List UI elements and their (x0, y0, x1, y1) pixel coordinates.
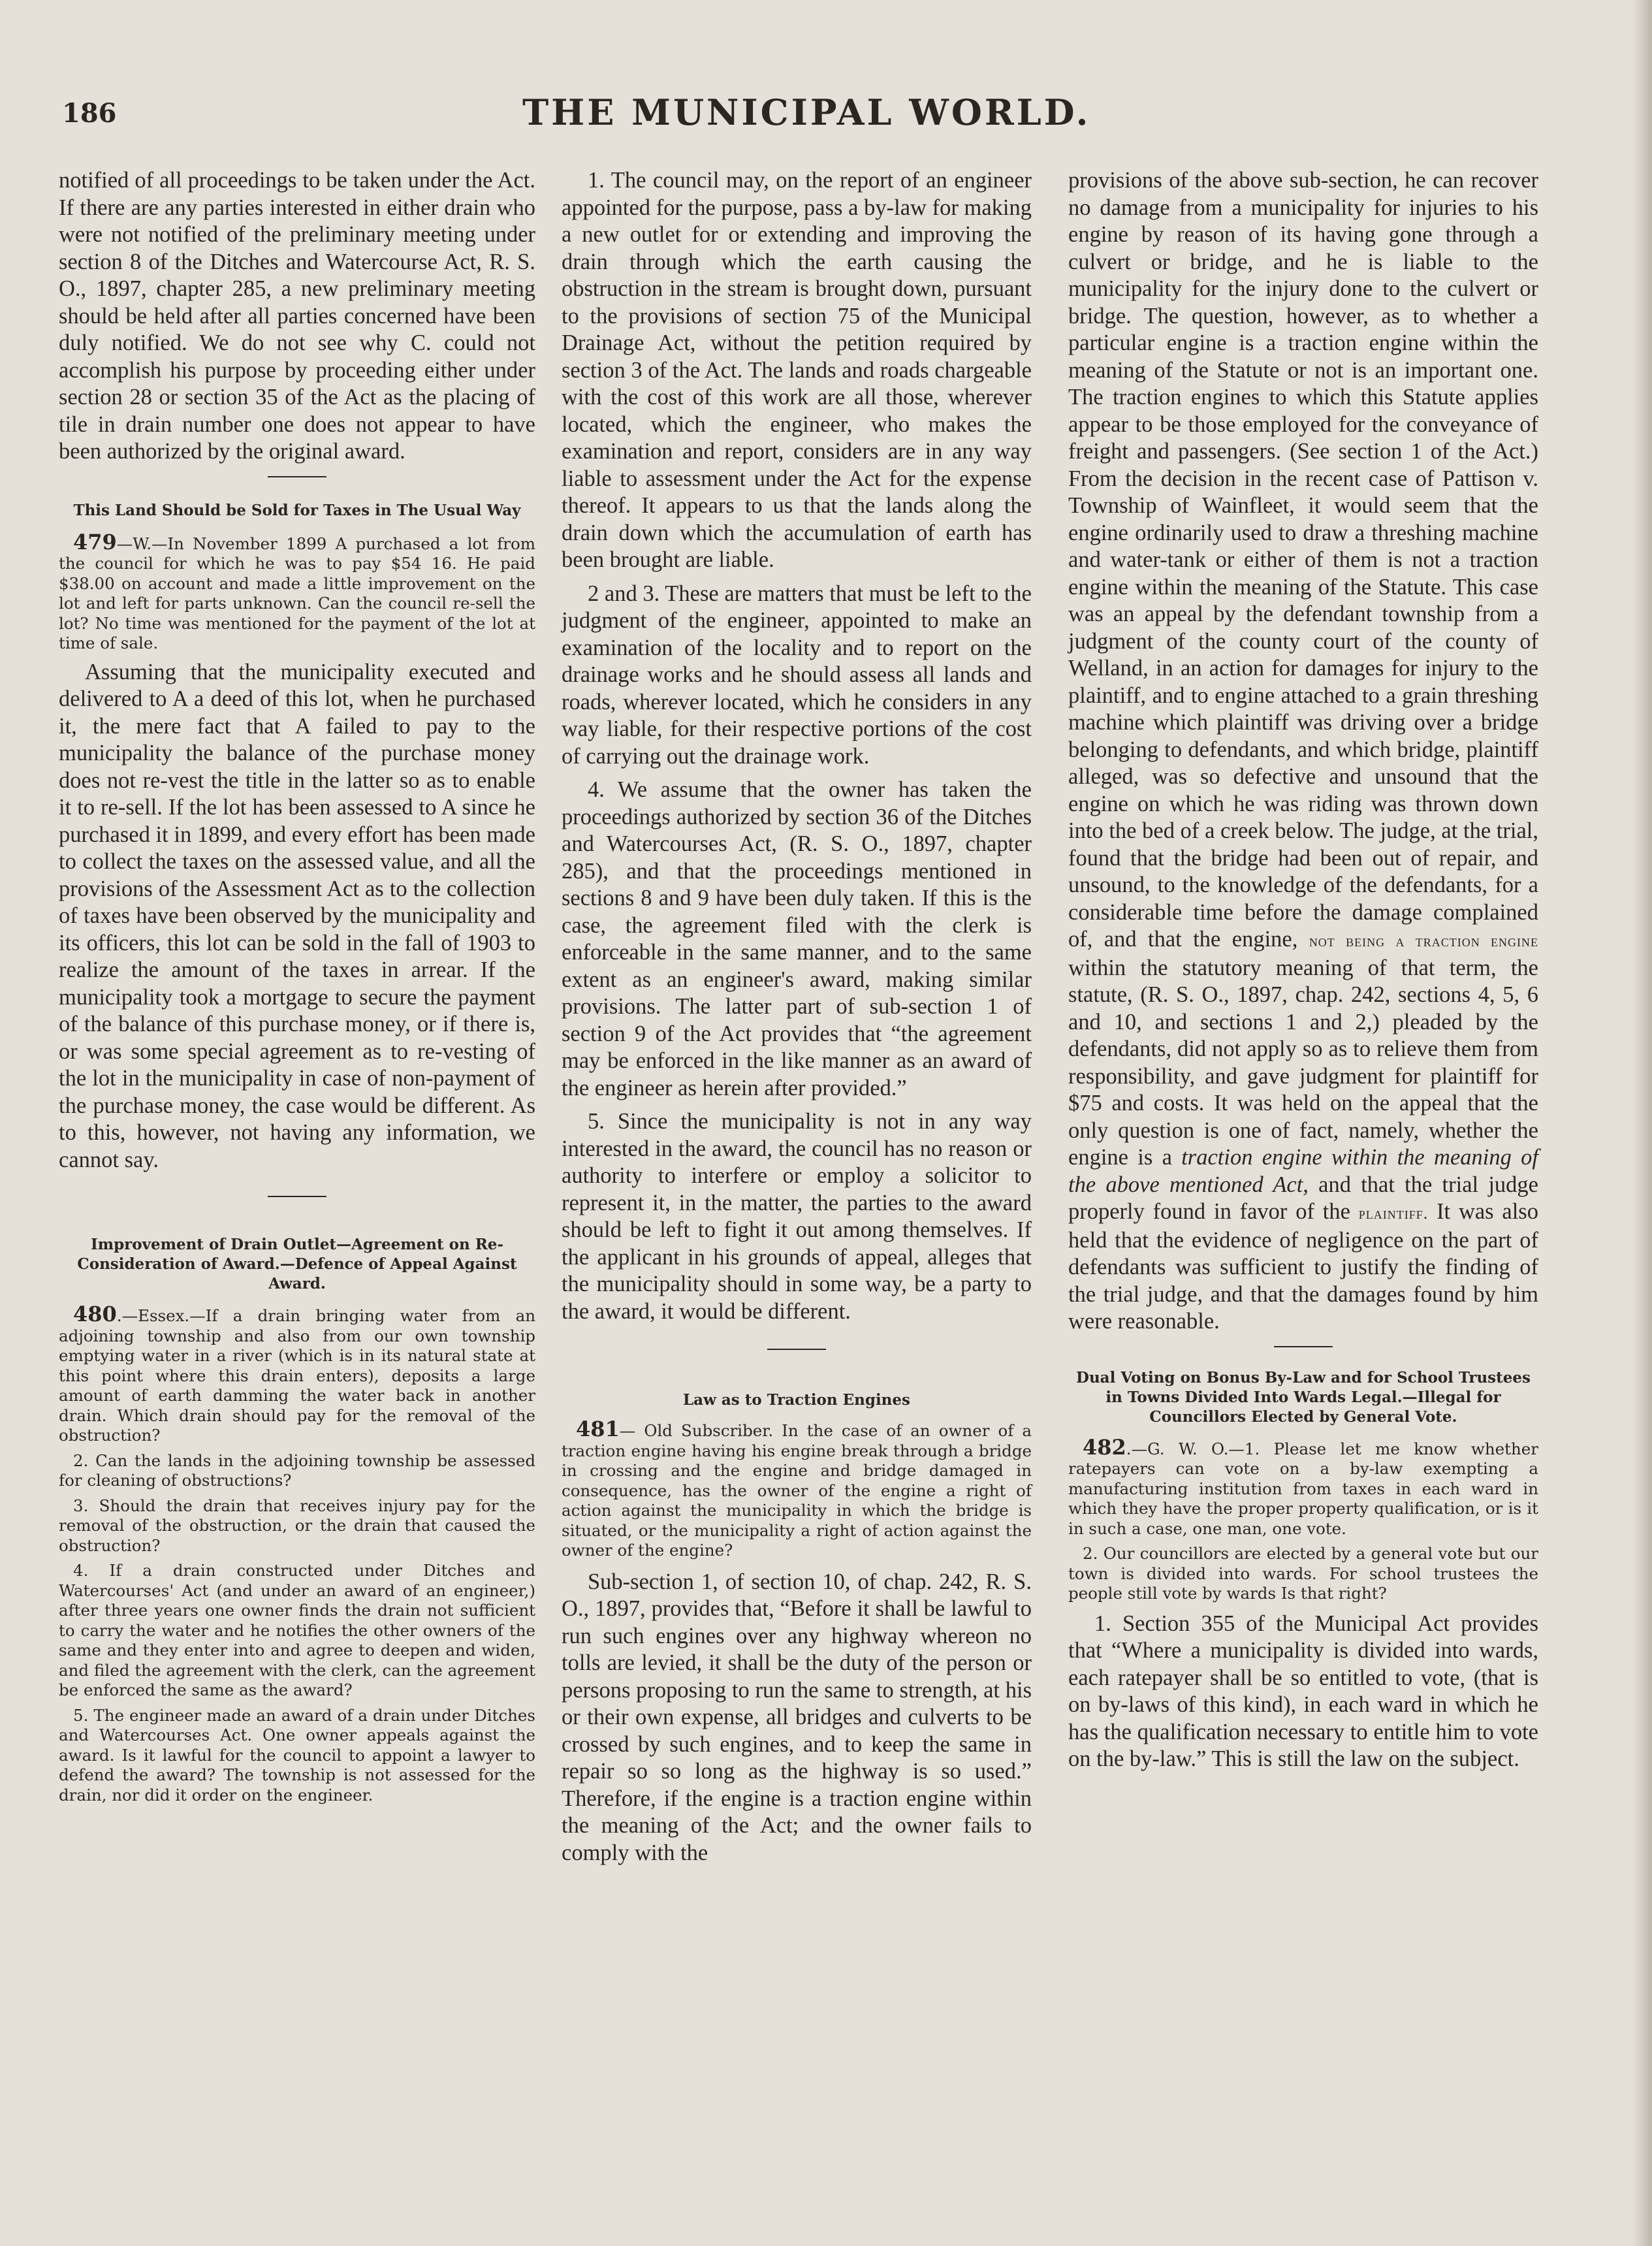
answer-text: provisions of the above sub-section, he can recover no damage from a municipality for injuries to his engine by reason of its having gone through a culvert or bridge, and he is liable to the municipality for the injury done to the culvert or bridge. The question, however, as to whether a particular engine is a traction engine within the meaning of the Statute or not is an important one. The traction engines to which this Statute applies appear to be those employed for the conveyance of freight and passengers. (See section 1 of the Act.) From the decision in the recent case of Pattison v. Township of Wainfleet, it would seem that the engine ordinarily used to draw a threshing machine and water-tank or either of them is not a traction engine within the meaning of the Statute. This case was an appeal by the defendant township from a judgment of the county court of the county of Welland, in an action for damages for injury to the plaintiff, and to engine attached to a grain threshing machine which plaintiff was driving over a bridge belonging to defendants, and which bridge, plaintiff alleged, was so defective and unsound that the engine on which he was riding was thrown down into the bed of a creek below. The judge, at the trial, found that the bridge had been out of repair, and unsound, to the knowledge of the defendants, for a considerable time before the damage complained of, and that the engine, (1068, 168, 1538, 952)
answer-emphasis: plaintiff. (1358, 1204, 1429, 1223)
divider (767, 1349, 826, 1350)
question-481 (562, 1419, 1032, 1561)
question-text: .—Essex.—If a drain bringing water from an adjoining township and also from our own township emptying water in a river (which is in its natural state at this point where this drain enters), deposits a large amount of earth damming the water back in another drain. Which drain should pay for the removal of the obstruction? (59, 1306, 535, 1445)
question-text: —W.—In November 1899 A purchased a lot from the council for which he was to pay $54 16. He paid $38.00 on account and made a little improvement on the lot and left for parts unknown. Can the council re-sell the lot? No time was mentioned for the payment of the lot at time of sale. (59, 534, 535, 652)
column-1 (59, 167, 535, 1810)
question-480-part-4: 4. If a drain constructed under Ditches and Watercourses' Act (and under an award of an engineer,) after three years one owner finds the drain not sufficient to carry the water and he notifies the other owners of the same and they enter into and agree to deepen and widen, and filed the agreement with the clerk, can the agreement be enforced the same as the award? (59, 1561, 535, 1699)
answer-480-2-3: 2 and 3. These are matters that must be left to the judgment of the engineer, appointed to make an examination of the locality and to report on the drainage works and he should assess all lands and roads, wherever located, which he considers in any way liable, for their respective portions of the cost of carrying out the drainage work. (562, 581, 1032, 769)
question-text: .—G. W. O.—1. Please let me know whether ratepayers can vote on a by-law exempting a manufacturing institution from taxes in each ward in which they have the proper property qualification, or is it in such a case, one man, one vote. (1068, 1439, 1538, 1538)
question-text: — Old Subscriber. In the case of an owner of a traction engine having his engine break through a bridge in crossing and the engine and bridge damaged in consequence, has the owner of the engine a right of action against the municipality in which the bridge is situated, or the municipality a right of action against the owner of the engine? (562, 1421, 1032, 1560)
question-480-part-3: 3. Should the drain that receives injury pay for the removal of the obstruction, or the drain that caused the obstruction? (59, 1496, 535, 1555)
question-number: 482 (1083, 1434, 1126, 1460)
answer-481-continued (1068, 167, 1538, 1336)
page-edge-shadow (1632, 0, 1652, 2246)
question-heading-482: Dual Voting on Bonus By-Law and for School Trustees in Towns Divided Into Wards Legal.—Illegal for Councillors Elected by General Vote. (1076, 1368, 1531, 1426)
divider (268, 476, 326, 477)
divider (1274, 1346, 1333, 1347)
question-482 (1068, 1434, 1538, 1539)
question-482-part-2: 2. Our councillors are elected by a general vote but our town is divided into wards. For school trustees the people still vote by wards Is that right? (1068, 1544, 1538, 1603)
column-3 (1068, 167, 1538, 1773)
page-number: 186 (62, 98, 117, 129)
question-number: 479 (73, 529, 117, 554)
answer-text: It was also held that the evidence of negligence on the part of defendants was sufficient to justify the finding of the trial judge, and that the damages found by him were reasonable. (1068, 1199, 1538, 1334)
answer-italic: traction engine within the meaning of the above mentioned Act, (1068, 1145, 1538, 1197)
question-480-part-2: 2. Can the lands in the adjoining township be assessed for cleaning of obstructions? (59, 1451, 535, 1490)
masthead-title: THE MUNICIPAL WORLD. (522, 91, 1091, 133)
question-heading-479: This Land Should be Sold for Taxes in The Usual Way (73, 501, 521, 519)
answer-479: Assuming that the municipality executed and delivered to A a deed of this lot, when he purchased it, the mere fact that A failed to pay to the municipality the balance of the purchase money does not re-vest the title in the latter so as to enable it to re-sell. If the lot has been assessed to A since he purchased it in 1899, and every effort has been made to collect the taxes on the assessed value, and all the provisions of the Assessment Act as to the collection of taxes have been observed by the municipality and its officers, this lot can be sold in the fall of 1903 to realize the amount of the taxes in arrear. If the municipality took a mortgage to secure the payment of the balance of this purchase money, or if there is, or was some special agreement as to re-vesting of the lot in the municipality in case of non-payment of the purchase money, the case would be different. As to this, however, not having any information, we cannot say. (59, 659, 535, 1172)
question-479 (59, 529, 535, 654)
answer-480-1: 1. The council may, on the report of an engineer appointed for the purpose, pass a by-law for making a new outlet for or extending and improving the drain through which the earth causing the obstruction in the stream is brought down, pursuant to the provisions of section 75 of the Municipal Drainage Act, without the petition required by section 3 of the Act. The lands and roads chargeable with the cost of this work are all those, wherever located, which the engineer, who makes the examination and report, considers are in any way liable to assessment under the Act for the expense thereof. It appears to us that the lands along the drain down which the accumulation of earth has been brought are liable. (562, 168, 1032, 572)
answer-text: within the statutory meaning of that term, the statute, (R. S. O., 1897, chap. 242, sections 4, 5, 6 and 10, and sections 1 and 2,) pleaded by the defendants, did not apply so as to relieve them from responsibility, and gave judgment for plaintiff for $75 and costs. It was held on the appeal that the only question is one of fact, namely, whether the engine is a (1068, 955, 1538, 1170)
question-heading-481: Law as to Traction Engines (683, 1391, 910, 1409)
answer-482-1: 1. Section 355 of the Municipal Act provides that “Where a municipality is divided into wards, each ratepayer shall be so entitled to vote, (that is on by-laws of this kind), in each ward in which he has the qualification necessary to entitle him to vote on the by-law.” This is still the law on the subject. (1068, 1611, 1538, 1771)
answer-481: Sub-section 1, of section 10, of chap. 242, R. S. O., 1897, provides that, “Before it shall be lawful to run such engines over any highway whereon no tolls are levied, it shall be the duty of the person or persons proposing to run the same to strength, at his or their own expense, all bridges and culverts to be crossed by such engines, and to keep the same in repair so so long as the highway is so used.” Therefore, if the engine is a traction engine within the meaning of the Act; and the owner fails to comply with the (562, 1569, 1032, 1865)
answer-480-5: 5. Since the municipality is not in any way interested in the award, the council has no reason or authority to interfere or employ a solicitor to represent it, in the matter, the parties to the award should be left to fight it out among themselves. If the applicant in his grounds of appeal, alleges that the municipality should in some way, be a party to the award, it would be different. (562, 1109, 1032, 1324)
question-number: 480 (73, 1302, 117, 1326)
question-heading-480: Improvement of Drain Outlet—Agreement on Re-Consideration of Award.—Defence of Appeal Against Award. (77, 1236, 517, 1292)
paragraph: notified of all proceedings to be taken under the Act. If there are any parties interested in either drain who were not notified of the preliminary meeting under section 8 of the Ditches and Watercourse Act, R. S. O., 1897, chapter 285, a new preliminary meeting should be held after all parties concerned have been duly notified. We do not see why C. could not accomplish his purpose by proceeding either under section 28 or section 35 of the Act as the placing of tile in drain number one does not appear to have been authorized by the original award. (59, 168, 535, 464)
question-number: 481 (576, 1417, 620, 1441)
question-480 (59, 1304, 535, 1446)
column-2 (562, 167, 1032, 1867)
divider (268, 1196, 326, 1197)
answer-text: and that the trial judge properly found in favor of the (1068, 1172, 1538, 1224)
answer-emphasis: not being a traction engine (1309, 931, 1538, 950)
question-480-part-5: 5. The engineer made an award of a drain under Ditches and Watercourses Act. One owner appeals against the award. Is it lawful for the council to appoint a lawyer to defend the award? The township is not assessed for the drain, nor did it order on the engineer. (59, 1705, 535, 1805)
answer-480-4: 4. We assume that the owner has taken the proceedings authorized by section 36 of the Ditches and Watercourses Act, (R. S. O., 1897, chapter 285), and that the proceedings mentioned in sections 8 and 9 have been duly taken. If this is the case, the agreement filed with the clerk is enforceable in the same manner, and to the same extent as an engineer's award, making similar provisions. The latter part of sub-section 1 of section 9 of the Act provides that “the agreement may be enforced in the like manner as an award of the engineer as herein after provided.” (562, 777, 1032, 1100)
